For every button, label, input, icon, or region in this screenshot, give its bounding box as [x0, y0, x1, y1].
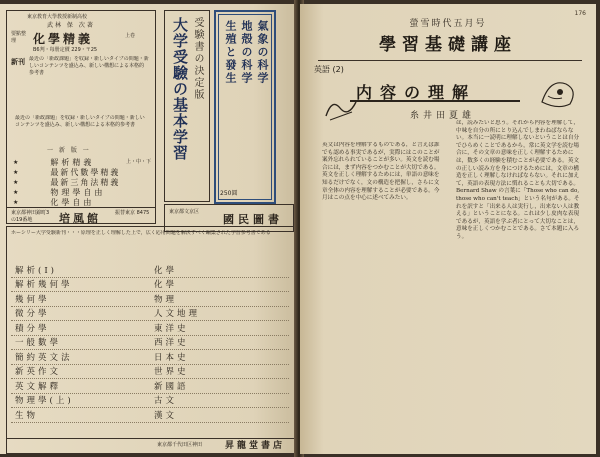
ad-book-title: 化學精義 [33, 32, 94, 46]
book-row: 積分學 東洋史 [11, 321, 289, 336]
entrance-exam-ad [164, 10, 210, 202]
ad-series-item: ★ 物理學自由 [13, 187, 106, 197]
ad-series-header: 一 新 版 一 [47, 147, 91, 154]
study-ad-intro: ホーシリー大学受験新刊・・・原理を正しく理解した上で，広く応用問題を解決すべく編集された学習参考書である [11, 230, 271, 236]
chemistry-book-ad [6, 10, 156, 224]
ad-price: 250圓 [220, 190, 238, 197]
ad-series-item: ★ 化學自由 [13, 197, 95, 207]
book-row: 新英作文 世界史 [11, 365, 289, 380]
publisher-address: 東京都神田錦町3の19番地 [11, 210, 50, 223]
ad-series-item: ★ 解析精義 上・中・下 [13, 157, 151, 167]
publisher-phone: 振替東京 8475 [115, 210, 150, 216]
study-books-ad [6, 226, 296, 454]
book-row: 物理學(上) 古文 [11, 394, 289, 409]
star-icon: ★ [13, 198, 19, 206]
ad-series-item: ★ 最新三角法精義 [13, 177, 121, 187]
publisher-name: 培風館 [59, 212, 101, 225]
title-rule [318, 60, 582, 61]
science-title-1: 氣象の科学 [256, 20, 269, 85]
book-row: 微分學 人文地理 [11, 307, 289, 322]
article-column-b: は，読みたいと思う。それから内容を理解して，中味を自分の所にとり込んでしまわねばならない。本当に一読明に理解しないということは自分でひらめくことであるから，常に英文学を読む場合に，その文章の意味を正しく理解するためには，数多くの経験を積むことが必要である。英文の正しい読み方を身につけるためには，文章の構造を正しく理解しなければならない。それに加えて，英語の表現方法に慣れることも大切である。Bernard Shaw の言葉に「Those who can do, those who can't teach」という名句がある。それを訳すと「出来る人は実行し，出来ない人は教える」ということになる。これは少し皮肉な表現であるが，英語を学ぶ者にとって大切なことは，意味を正しくつかむことである。さて本題に入ろう。 [456, 120, 580, 240]
book-row: 簡約英文法 日本史 [11, 350, 289, 365]
exam-ad-line-2: 大学受驗の基本学習 [171, 17, 189, 161]
lesson-title: 内容の理解 [356, 83, 477, 102]
author-name: 糸井田夏雄 [410, 111, 476, 121]
book-row: 生物 漢文 [11, 408, 289, 423]
exam-ad-line-1: 受験書の決定版 [192, 17, 203, 101]
left-page [0, 4, 298, 454]
ad-header-small: 東京教育大學教授新制高校 [27, 14, 88, 20]
ad-series-label: 要點整理 [11, 31, 27, 44]
book-row: 幾何學 物理 [11, 292, 289, 307]
right-page [300, 4, 596, 454]
science-title-2: 地殻の科学 [240, 20, 253, 85]
ad-blurb: 最近の「新政課題」を収録・新しいタイプの問題・新しいコンテンツを盛込み、新しい構想による本格的参考書 [29, 56, 149, 76]
ad-book-tag: 上卷 [125, 33, 136, 39]
book-row: 一般數學 西洋史 [11, 336, 289, 351]
kokumin-address: 東京都文京区 [169, 209, 200, 215]
shoryudo-name: 昇龍堂書店 [224, 441, 285, 451]
star-icon: ★ [13, 158, 19, 166]
subject-label: 英語 (2) [314, 65, 344, 74]
book-list [11, 263, 289, 423]
book-row: 解析(I) 化學 [11, 263, 289, 278]
ad-new-label: 新刊 [11, 57, 25, 66]
book-row: 英文解釋 新國語 [11, 379, 289, 394]
page-number: 176 [574, 10, 586, 17]
ad-price-line: B6判・每册定價 229・〒25 [33, 47, 98, 53]
article-column-a: 英文は内容を理解するものである，と言えば誰でも認める事実であるが，実際にはこのことが案外忘れられていることが多い。英文を読む場合には，まず内容をつかむことが大切である。英文を正しく理解するためには，単語の意味を知るだけでなく，文の構造を把握し，さらに文章全体の内容を理解することが必要である。今月はこの点を中心に述べてみたい。 [322, 142, 440, 202]
divider [7, 207, 155, 208]
ad-editor: 武林 保 次著 [47, 22, 95, 29]
illustration-icon [536, 72, 580, 112]
shoryudo-address: 東京都千代田区神田 [157, 442, 203, 448]
ad-series-list [13, 157, 151, 207]
science-title-3: 生殖と發生 [224, 20, 237, 85]
ad-series-item: ★ 最新代數學精義 [13, 167, 121, 177]
kokumin-name: 國民圖書 [223, 213, 283, 226]
star-icon: ★ [13, 188, 19, 196]
course-title: 學習基礎講座 [379, 35, 517, 55]
star-icon: ★ [13, 178, 19, 186]
science-books-ad [214, 10, 276, 204]
star-icon: ★ [13, 168, 19, 176]
ad-blurb-2: 最近の「新政課題」を収録・新しいタイプの問題・新しいコンテンツを盛込み、新しい構想による本格的参考書 [15, 115, 145, 128]
magazine-issue: 螢雪時代五月号 [409, 19, 487, 29]
book-row: 解析幾何學 化學 [11, 278, 289, 293]
